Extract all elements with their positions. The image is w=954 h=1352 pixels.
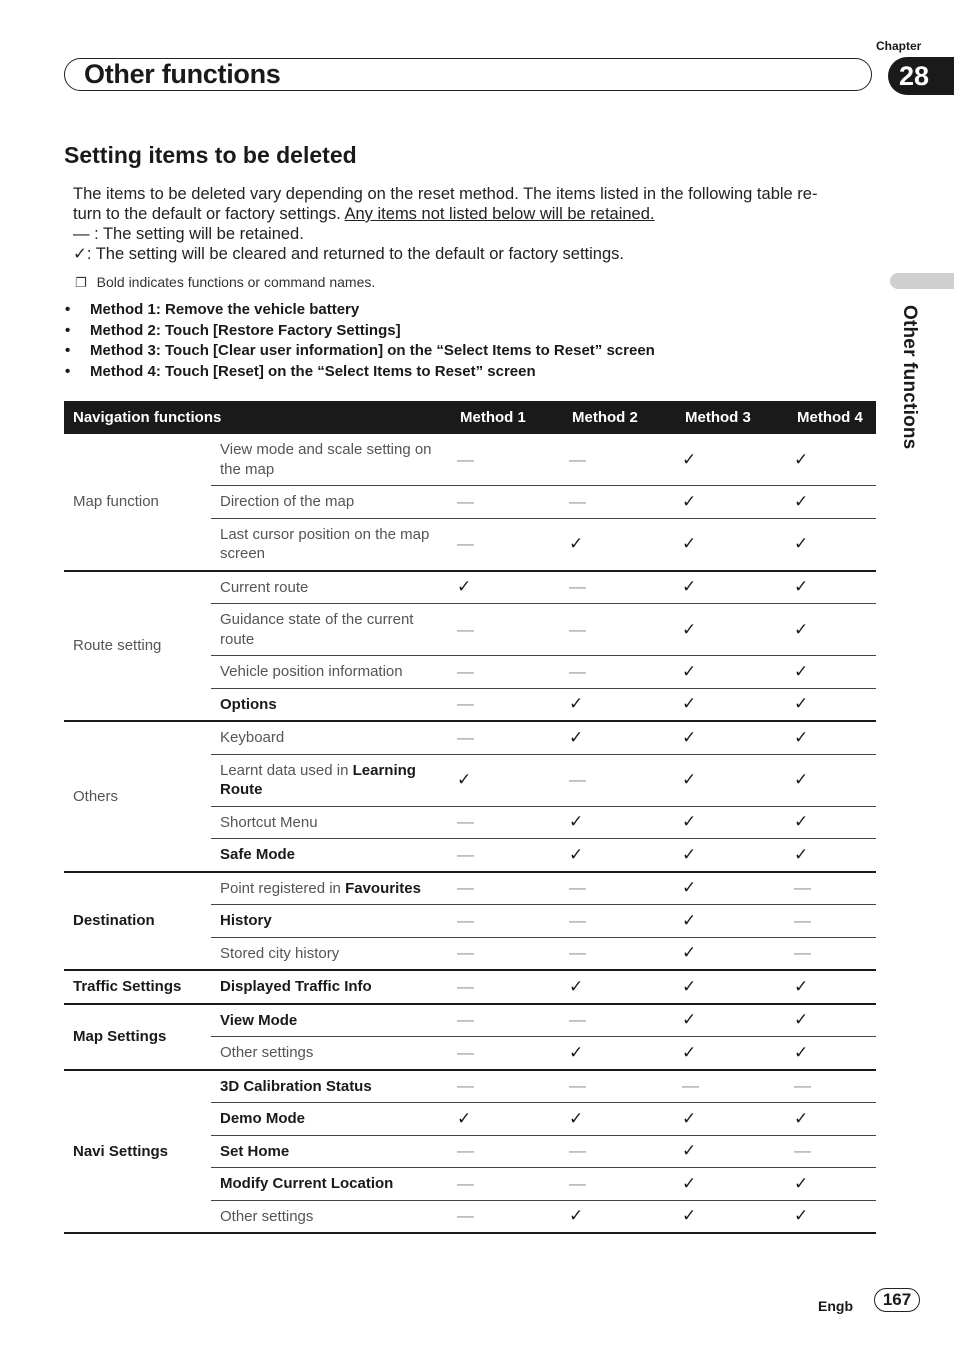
chapter-number: 28	[899, 61, 930, 91]
method-4-mark: ✓	[788, 806, 876, 839]
method-1-mark: —	[451, 688, 563, 721]
method-2-mark: —	[563, 656, 676, 689]
note-text: Bold indicates functions or command names.	[96, 274, 376, 290]
item-label-prefix: Learnt data used in	[220, 761, 353, 779]
category-map-settings: Map Settings	[64, 1004, 211, 1070]
note	[75, 274, 375, 291]
method-1-mark: —	[451, 1200, 563, 1233]
method-2-mark: —	[563, 1070, 676, 1103]
item-label: History	[211, 905, 451, 938]
method-2-mark: —	[563, 937, 676, 970]
method-4-mark: ✓	[788, 434, 876, 486]
item-label-bold: Favourites	[345, 879, 421, 897]
item-label: Shortcut Menu	[211, 806, 451, 839]
item-label: View Mode	[211, 1004, 451, 1037]
category-others: Others	[64, 721, 211, 872]
method-1-mark: ✓	[451, 754, 563, 806]
intro-line-1: The items to be deleted vary depending on the reset method. The items listed in the following table re-	[73, 185, 818, 203]
item-label: Direction of the map	[211, 486, 451, 519]
category-route-setting: Route setting	[64, 571, 211, 722]
header-navigation-functions: Navigation functions	[64, 401, 451, 434]
method-3-mark: ✓	[676, 1037, 788, 1070]
method-3-mark: ✓	[676, 1103, 788, 1136]
method-4-mark: ✓	[788, 604, 876, 656]
section-heading: Setting items to be deleted	[64, 142, 357, 168]
method-4-mark: ✓	[788, 1168, 876, 1201]
item-label: Options	[211, 688, 451, 721]
footer-language: Engb	[818, 1298, 853, 1314]
item-label: Current route	[211, 571, 451, 604]
method-3-mark: ✓	[676, 1135, 788, 1168]
method-2-mark: —	[563, 571, 676, 604]
method-2-mark: ✓	[563, 806, 676, 839]
item-label: Other settings	[211, 1200, 451, 1233]
item-label: Modify Current Location	[211, 1168, 451, 1201]
method-1-mark: —	[451, 434, 563, 486]
method-1-mark: —	[451, 1168, 563, 1201]
item-label: Vehicle position information	[211, 656, 451, 689]
method-2-mark: —	[563, 434, 676, 486]
item-label: Demo Mode	[211, 1103, 451, 1136]
table-row	[64, 1004, 876, 1037]
method-2-mark: ✓	[563, 1103, 676, 1136]
method-2-mark: ✓	[563, 688, 676, 721]
item-label	[211, 872, 451, 905]
method-4-mark: —	[788, 905, 876, 938]
method-4-mark: ✓	[788, 656, 876, 689]
method-3-mark: ✓	[676, 688, 788, 721]
method-2-mark: —	[563, 754, 676, 806]
item-label-bold: Learning Route	[220, 761, 416, 798]
method-4-mark: —	[788, 1135, 876, 1168]
method-3-mark: ✓	[676, 839, 788, 872]
method-3-mark: ✓	[676, 1004, 788, 1037]
table-row	[64, 571, 876, 604]
method-1-mark: —	[451, 656, 563, 689]
method-3-mark: ✓	[676, 571, 788, 604]
chapter-number-badge	[888, 57, 954, 95]
method-3-mark: ✓	[676, 905, 788, 938]
table-row	[64, 872, 876, 905]
reset-methods-list	[64, 300, 655, 382]
method-3-mark: —	[676, 1070, 788, 1103]
method-2-mark: ✓	[563, 839, 676, 872]
item-label: Keyboard	[211, 721, 451, 754]
intro-retained-note: Any items not listed below will be retained.	[344, 205, 655, 223]
page-number: 167	[874, 1288, 920, 1312]
method-4-mark: ✓	[788, 721, 876, 754]
item-label: Safe Mode	[211, 839, 451, 872]
intro-line-2	[73, 204, 873, 224]
method-3-mark: ✓	[676, 486, 788, 519]
method-item: • Method 1: Remove the vehicle battery	[64, 300, 655, 321]
method-1-mark: —	[451, 518, 563, 571]
method-3-mark: ✓	[676, 434, 788, 486]
item-label-prefix: Point registered in	[220, 879, 346, 897]
side-section-label: Other functions	[899, 305, 920, 450]
note-box-icon: ❐	[75, 275, 87, 290]
method-3-mark: ✓	[676, 872, 788, 905]
method-2-mark: —	[563, 604, 676, 656]
method-2-mark: —	[563, 1004, 676, 1037]
method-1-mark: —	[451, 839, 563, 872]
item-label: Other settings	[211, 1037, 451, 1070]
header-method-4: Method 4	[788, 401, 876, 434]
method-1-mark: —	[451, 872, 563, 905]
method-4-mark: —	[788, 872, 876, 905]
method-1-mark: —	[451, 905, 563, 938]
item-label	[211, 754, 451, 806]
method-1-mark: ✓	[451, 1103, 563, 1136]
category-map-function: Map function	[64, 434, 211, 571]
method-item: • Method 4: Touch [Reset] on the “Select Items to Reset” screen	[64, 362, 655, 383]
item-label: Last cursor position on the map screen	[211, 518, 451, 571]
method-1-mark: —	[451, 937, 563, 970]
method-4-mark: ✓	[788, 486, 876, 519]
method-2-mark: —	[563, 872, 676, 905]
method-2-mark: ✓	[563, 518, 676, 571]
header-method-1: Method 1	[451, 401, 563, 434]
method-4-mark: ✓	[788, 688, 876, 721]
table-row	[64, 721, 876, 754]
method-3-mark: ✓	[676, 937, 788, 970]
method-2-mark: —	[563, 486, 676, 519]
method-2-mark: —	[563, 1168, 676, 1201]
method-2-mark: ✓	[563, 970, 676, 1004]
method-item: • Method 3: Touch [Clear user information] on the “Select Items to Reset” screen	[64, 341, 655, 362]
method-2-mark: ✓	[563, 721, 676, 754]
method-3-mark: ✓	[676, 1168, 788, 1201]
method-4-mark: ✓	[788, 518, 876, 571]
method-1-mark: —	[451, 1037, 563, 1070]
intro-line-2-text: turn to the default or factory settings.	[73, 205, 345, 223]
method-3-mark: ✓	[676, 754, 788, 806]
table-row	[64, 970, 876, 1004]
table-header-row	[64, 401, 876, 434]
method-3-mark: ✓	[676, 806, 788, 839]
item-label: Displayed Traffic Info	[211, 970, 451, 1004]
header-method-3: Method 3	[676, 401, 788, 434]
method-3-mark: ✓	[676, 518, 788, 571]
method-2-mark: —	[563, 1135, 676, 1168]
method-4-mark: ✓	[788, 754, 876, 806]
method-1-mark: —	[451, 604, 563, 656]
method-1-mark: —	[451, 1135, 563, 1168]
item-label: Guidance state of the current route	[211, 604, 451, 656]
legend-dash: — : The setting will be retained.	[73, 225, 304, 243]
method-2-mark: ✓	[563, 1037, 676, 1070]
category-navi-settings: Navi Settings	[64, 1070, 211, 1234]
method-3-mark: ✓	[676, 970, 788, 1004]
method-1-mark: —	[451, 970, 563, 1004]
method-3-mark: ✓	[676, 1200, 788, 1233]
legend-check: ✓: The setting will be cleared and returned to the default or factory settings.	[73, 245, 624, 263]
method-4-mark: ✓	[788, 1200, 876, 1233]
table-row	[64, 434, 876, 486]
method-3-mark: ✓	[676, 721, 788, 754]
method-4-mark: ✓	[788, 571, 876, 604]
method-1-mark: ✓	[451, 571, 563, 604]
method-3-mark: ✓	[676, 604, 788, 656]
method-4-mark: ✓	[788, 839, 876, 872]
chapter-label: Chapter	[876, 39, 922, 53]
category-destination: Destination	[64, 872, 211, 971]
item-label: View mode and scale setting on the map	[211, 434, 451, 486]
method-4-mark: ✓	[788, 970, 876, 1004]
method-item: • Method 2: Touch [Restore Factory Settings]	[64, 321, 655, 342]
method-1-mark: —	[451, 806, 563, 839]
method-1-mark: —	[451, 1004, 563, 1037]
item-label: Set Home	[211, 1135, 451, 1168]
navigation-functions-table	[64, 401, 876, 1234]
method-3-mark: ✓	[676, 656, 788, 689]
item-label: Stored city history	[211, 937, 451, 970]
method-2-mark: —	[563, 905, 676, 938]
item-label: 3D Calibration Status	[211, 1070, 451, 1103]
intro-text	[73, 184, 873, 264]
method-2-mark: ✓	[563, 1200, 676, 1233]
method-4-mark: ✓	[788, 1037, 876, 1070]
method-1-mark: —	[451, 1070, 563, 1103]
method-4-mark: ✓	[788, 1103, 876, 1136]
method-1-mark: —	[451, 721, 563, 754]
table-row	[64, 1070, 876, 1103]
method-4-mark: —	[788, 1070, 876, 1103]
page-title: Other functions	[84, 59, 281, 89]
page-title-frame	[64, 58, 872, 91]
header-method-2: Method 2	[563, 401, 676, 434]
method-4-mark: —	[788, 937, 876, 970]
category-traffic-settings: Traffic Settings	[64, 970, 211, 1004]
method-4-mark: ✓	[788, 1004, 876, 1037]
method-1-mark: —	[451, 486, 563, 519]
side-tab-marker	[890, 273, 954, 289]
